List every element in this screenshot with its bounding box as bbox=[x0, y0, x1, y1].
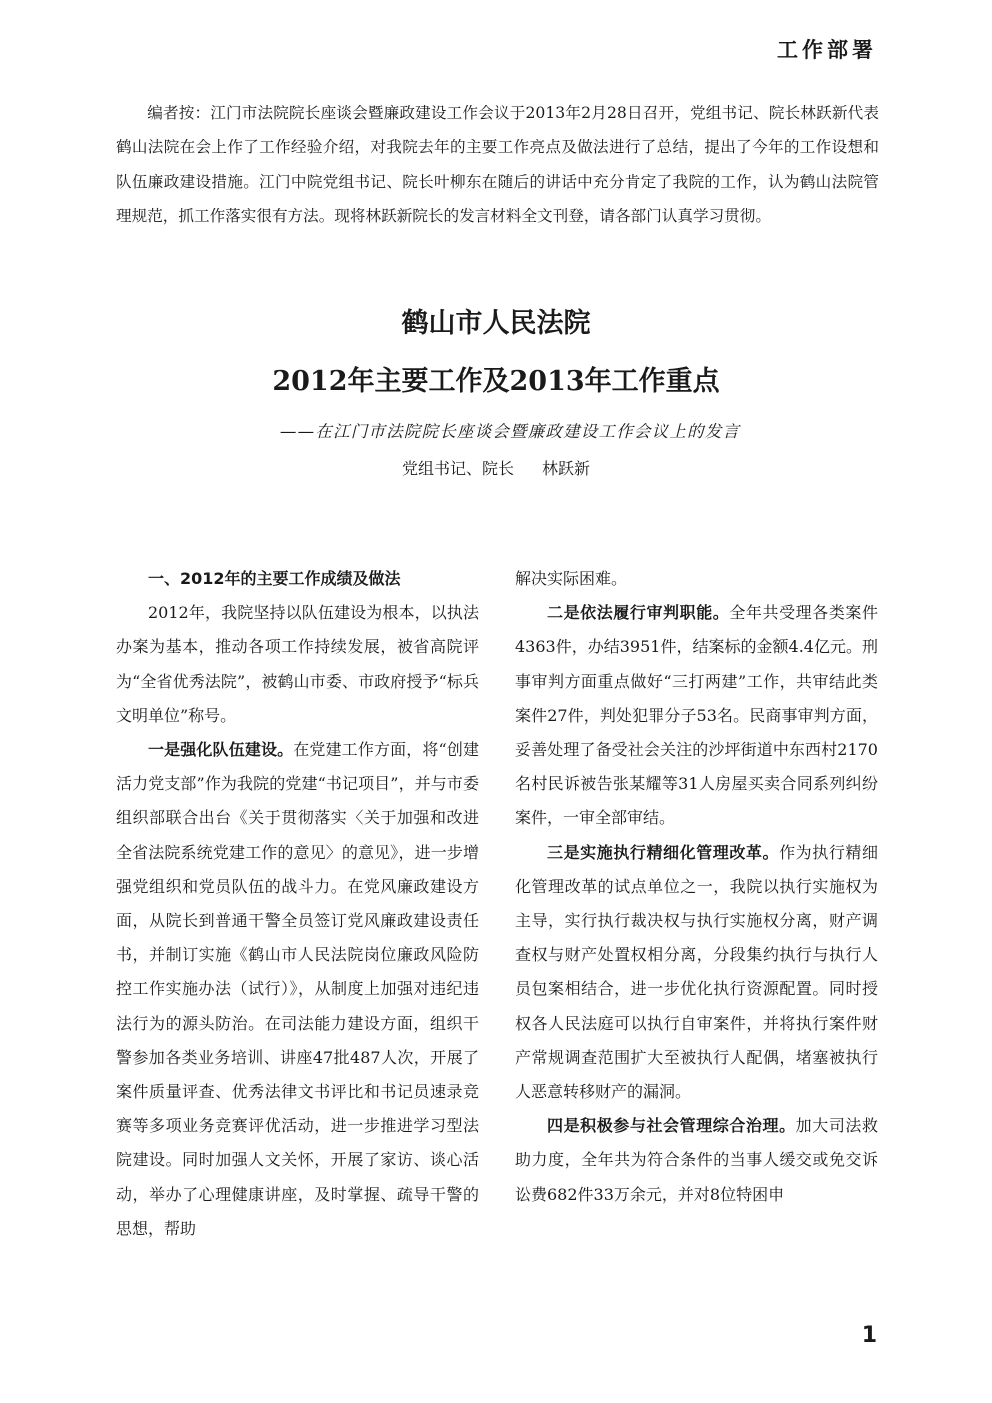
paragraph-lead: 二是依法履行审判职能。 bbox=[547, 603, 730, 623]
section-heading: 一、2012年的主要工作成绩及做法 bbox=[148, 569, 401, 588]
paragraph-body: 加大司法救助力度，全年共为符合条件的当事人缓交或免交诉讼费682件33万余元，并对8位特困申 bbox=[515, 1116, 878, 1204]
left-column bbox=[116, 562, 479, 1246]
paragraph-lead: 一是强化队伍建设。 bbox=[148, 740, 294, 760]
paragraph-lead: 三是实施执行精细化管理改革。 bbox=[547, 842, 780, 862]
right-column bbox=[515, 562, 878, 1212]
paragraph bbox=[515, 596, 878, 835]
article-title-line1: 鹤山市人民法院 bbox=[401, 308, 591, 339]
page-number: 1 bbox=[861, 1323, 877, 1348]
paragraph bbox=[116, 733, 479, 1246]
section-label: 工作部署 bbox=[777, 38, 877, 62]
paragraph-body: 在党建工作方面，将“创建活力党支部”作为我院的党建“书记项目”，并与市委组织部联合出台《关于贯彻落实〈关于加强和改进全省法院系统党建工作的意见〉的意见》，进一步增强党组织和党员队伍的战斗力。在党风廉政建设方面，从院长到普通干警全员签订党风廉政建设责任书，并制订实施《鹤山市人民法院岗位廉政风险防控工作实施办法（试行）》，从制度上加强对违纪违法行为的源头防治。在司法能力建设方面，组织干警参加各类业务培训、讲座47批487人次，开展了案件质量评查、优秀法律文书评比和书记员速录竞赛等多项业务竞赛评优活动，进一步推进学习型法院建设。同时加强人文关怀，开展了家访、谈心活动，举办了心理健康讲座，及时掌握、疏导干警的思想，帮助 bbox=[116, 740, 479, 1238]
paragraph-lead: 四是积极参与社会管理综合治理。 bbox=[547, 1116, 796, 1136]
paragraph-body: 作为执行精细化管理改革的试点单位之一，我院以执行实施权为主导，实行执行裁决权与执行实施权分离，财产调查权与财产处置权相分离，分段集约执行与执行人员包案相结合，进一步优化执行资源配置。同时授权各人民法庭可以执行自审案件，并将执行案件财产常规调查范围扩大至被执行人配偶，堵塞被执行人恶意转移财产的漏洞。 bbox=[515, 842, 878, 1102]
paragraph bbox=[515, 836, 878, 1110]
editor-note: 编者按：江门市法院院长座谈会暨廉政建设工作会议于2013年2月28日召开，党组书记、院长林跃新代表鹤山法院在会上作了工作经验介绍，对我院去年的主要工作亮点及做法进行了总结，提出了今年的工作设想和队伍廉政建设措施。江门中院党组书记、院长叶柳东在随后的讲话中充分肯定了我院的工作，认为鹤山法院管理规范，抓工作落实很有方法。现将林跃新院长的发言材料全文刊登，请各部门认真学习贯彻。 bbox=[116, 104, 879, 226]
paragraph bbox=[515, 1109, 878, 1212]
paragraph: 2012年，我院坚持以队伍建设为根本，以执法办案为基本，推动各项工作持续发展，被省高院评为“全省优秀法院”，被鹤山市委、市政府授予“标兵文明单位”称号。 bbox=[116, 603, 479, 725]
article-subtitle: ——在江门市法院院长座谈会暨廉政建设工作会议上的发言 bbox=[279, 422, 741, 441]
byline bbox=[0, 456, 992, 479]
article-title-block bbox=[0, 300, 992, 479]
paragraph-body: 全年共受理各类案件4363件，办结3951件，结案标的金额4.4亿元。刑事审判方面重点做好“三打两建”工作，共审结此类案件27件，判处犯罪分子53名。民商事审判方面，妥善处理了备受社会关注的沙坪街道中东西村2170名村民诉被告张某耀等31人房屋买卖合同系列纠纷案件，一审全部审结。 bbox=[515, 603, 878, 828]
author-title: 党组书记、院长 bbox=[401, 459, 514, 478]
paragraph-continuation: 解决实际困难。 bbox=[515, 569, 628, 588]
article-title-line2: 2012年主要工作及2013年工作重点 bbox=[272, 366, 720, 397]
author-name: 林跃新 bbox=[542, 459, 591, 478]
